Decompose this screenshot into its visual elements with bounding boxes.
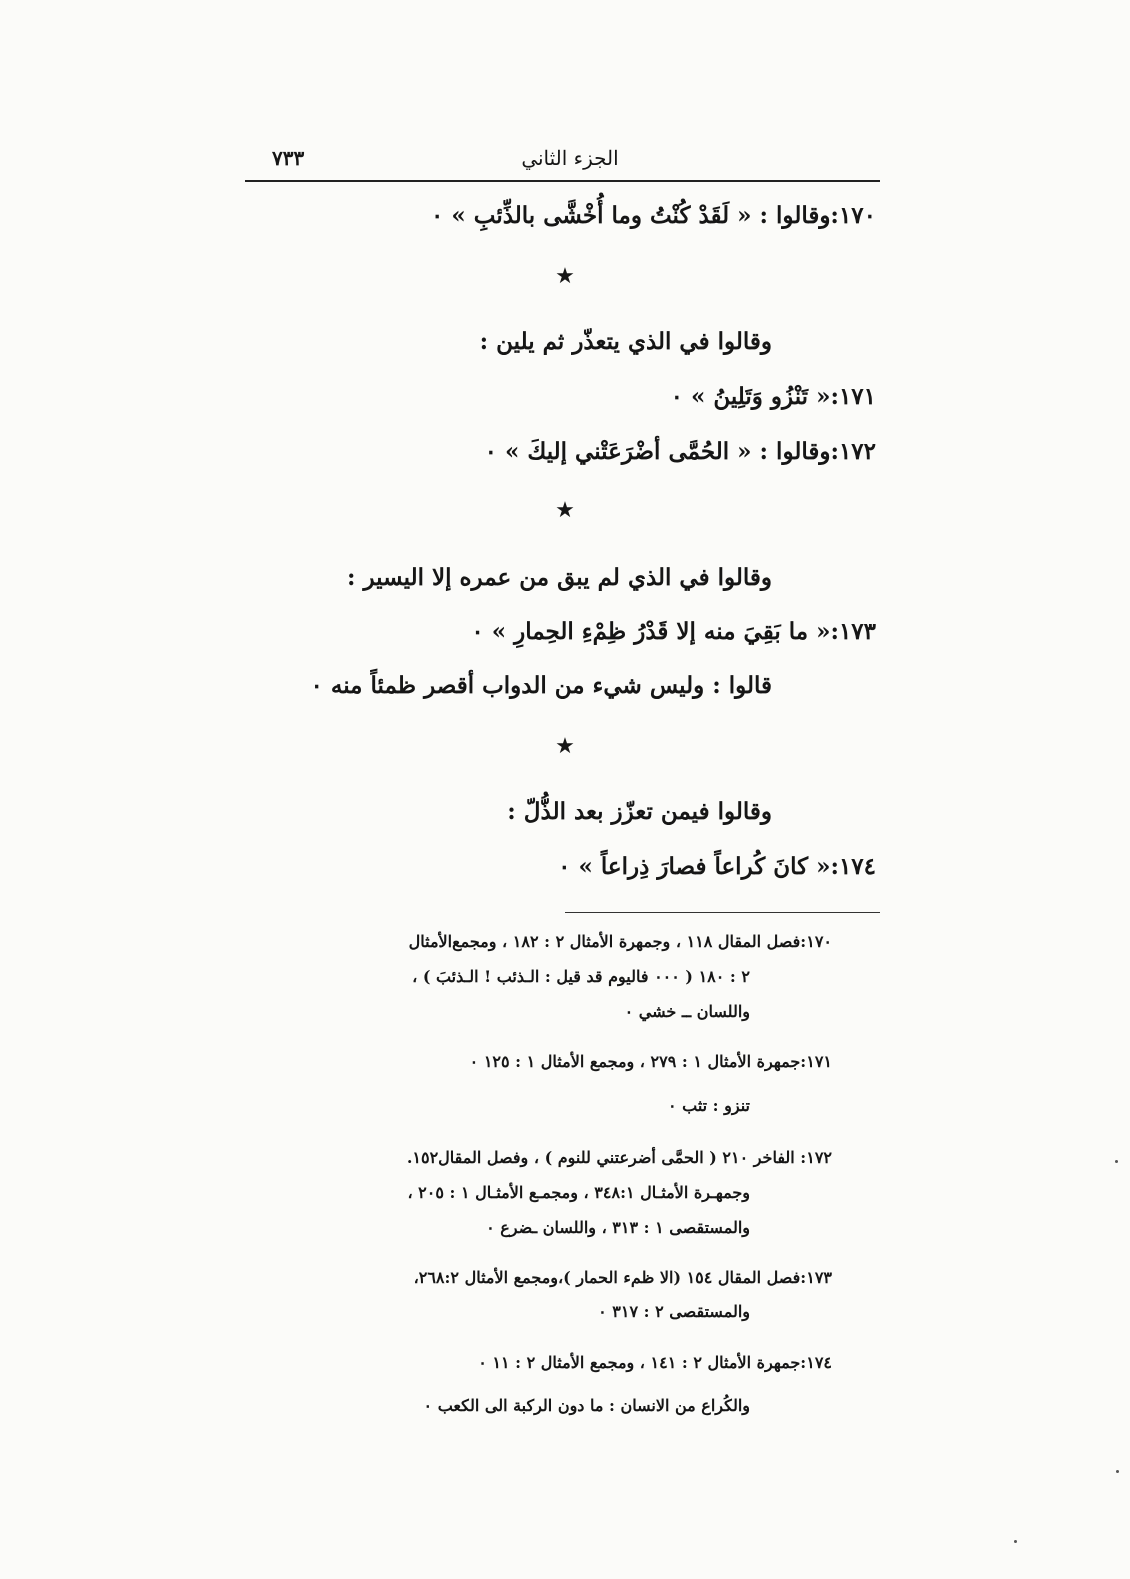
scan-speck [1116, 1470, 1119, 1473]
running-header-title: الجزء الثاني [521, 146, 619, 170]
proverb-171: ١٧١:« تَنْزُو وَتَلِينُ » ٠ [670, 383, 876, 410]
proverb-note: قالوا : وليس شيء من الدواب أقصر ظمئاً منه ٠ [310, 672, 772, 699]
footnote-170-cont: واللسان ــ خشي ٠ [624, 1002, 750, 1021]
footnote-173: ١٧٣:فصل المقال ١٥٤ (الا ظمء الحمار )،ومجمع الأمثال ٢٦٨:٢، [413, 1268, 832, 1287]
proverb-172: ١٧٢:وقالوا : « الحُمَّى أضْرَعَتْني إليكَ » ٠ [484, 438, 876, 465]
star-separator: ★ [555, 264, 575, 289]
footnote-172-cont: والمستقصى ١ : ٣١٣ ، واللسان ـضرع ٠ [486, 1218, 750, 1237]
proverb-174: ١٧٤:« كانَ كُراعاً فصارَ ذِراعاً » ٠ [558, 853, 876, 880]
footnote-174: ١٧٤:جمهرة الأمثال ٢ : ١٤١ ، ومجمع الأمثال ٢ : ١١ ٠ [478, 1353, 832, 1372]
proverb-170: ١٧٠:وقالوا : « لَقَدْ كُنْتُ وما أُخْشَّى بالذِّئبِ » ٠ [430, 202, 876, 229]
scan-speck [1115, 1160, 1118, 1163]
footnote-170: ١٧٠:فصل المقال ١١٨ ، وجمهرة الأمثال ٢ : ١٨٢ ، ومجمع‌الأمثال [408, 932, 832, 951]
footnote-171-cont: تنزو : تثب ٠ [667, 1096, 750, 1115]
star-separator: ★ [555, 498, 575, 523]
footnote-rule [565, 912, 880, 913]
page-number: ٧٣٣ [272, 146, 305, 170]
section-intro: وقالوا فيمن تعزّز بعد الذُّلّ : [507, 798, 772, 825]
scan-speck [1014, 1540, 1017, 1543]
header-rule [245, 180, 880, 182]
footnote-172-cont: وجمهـرة الأمثـال ٣٤٨:١ ، ومجمـع الأمثـال ١ : ٢٠٥ ، [407, 1183, 750, 1202]
footnote-171: ١٧١:جمهرة الأمثال ١ : ٢٧٩ ، ومجمع الأمثال ١ : ١٢٥ ٠ [469, 1052, 832, 1071]
star-separator: ★ [555, 734, 575, 759]
section-intro: وقالوا في الذي يتعذّر ثم يلين : [479, 328, 772, 355]
footnote-172: ١٧٢: الفاخر ٢١٠ ( الحمَّى أضرعتني للنوم ) ، وفصل المقال١٥٢. [406, 1148, 832, 1167]
proverb-173: ١٧٣:« ما بَقِيَ منه إلا قَدْرُ ظِمْءِ الحِمارِ » ٠ [471, 618, 876, 645]
section-intro: وقالوا في الذي لم يبق من عمره إلا اليسير : [346, 564, 772, 591]
footnote-174-cont: والكُراع من الانسان : ما دون الركبة الى الكعب ٠ [423, 1396, 750, 1415]
footnote-170-cont: ٢ : ١٨٠ ( ٠٠٠ فاليوم قد قيل : الـذئب ! الـذئبَ ) ، [412, 967, 750, 986]
footnote-173-cont: والمستقصى ٢ : ٣١٧ ٠ [598, 1302, 750, 1321]
